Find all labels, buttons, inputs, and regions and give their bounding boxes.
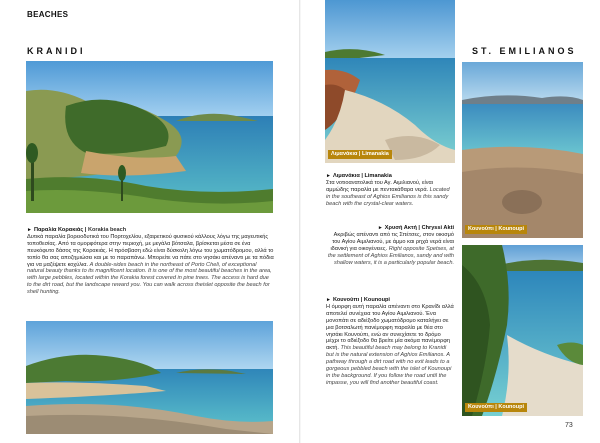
chryssi-title-gr: Χρυσή Ακτή <box>384 225 417 231</box>
kounoupi-text-en: This beautiful beach may belong to Kranidi but is the natural extension of Aghios Emilianos. A pathway through a dirt road with no exit leads to a gorgeous pebbled beach with the islet of Kounoupi in the background. If you follow the road until the impasse, you will find another beautiful coast. <box>326 345 452 386</box>
st-emilianos-kounoupi-photo-2 <box>462 245 583 416</box>
kounoupi-photo-caption-1: Κουνούπι | Kounoupi <box>465 225 527 234</box>
chryssi-title-en: Chryssi Akti <box>421 225 454 231</box>
chryssi-text-en: Right opposite Spetses, at the settlement of Aghios Emilianos, sandy and with shallow waters, it is a particularly popular beach. <box>327 245 454 266</box>
kounoupi-title-en: Kounoupi <box>363 297 390 303</box>
bullet-triangle-icon: ► <box>27 227 32 233</box>
kounoupi-title-sep: | <box>359 297 364 303</box>
bullet-triangle-icon: ► <box>326 173 331 179</box>
korakia-title-sep: | <box>83 227 88 233</box>
bullet-triangle-icon: ► <box>326 297 331 303</box>
limanakia-title-gr: Λιμανάκια <box>332 173 360 179</box>
kranidi-beach-photo-2 <box>26 321 273 434</box>
kounoupi-title-gr: Κουνούπι <box>332 297 360 303</box>
chryssi-title-sep: | <box>416 225 422 231</box>
kranidi-heading: KRANIDI <box>27 46 86 56</box>
bullet-triangle-icon: ► <box>377 225 383 231</box>
korakia-text-en: A double-sides beach in the northeast of Porto Cheli, of exceptional natural beauty thanks to its magnificent location. It is one of the most beautiful beaches in the area, with large pebbles, located within the Korakia forest covered in pine trees. The access is hard due to the dirt road, but the landscape reward you. You can walk across theislet opposite the beach for shell hunting. <box>27 261 272 296</box>
limanakia-title-en: Limanakia <box>364 173 392 179</box>
korakia-text-gr: Δυτικά παραλία βορειοδυτικά του Πορτοχελίου, εξαιρετικού φυσικού κάλλους λόγω της μαγευτικής τοποθεσίας. Από τα ομορφότερα στην περιοχή, με μεγάλα βότσαλα, βρίσκεται μέσα σε ένα πευκόφυτο δάσος της Κορακιάς. Η πρόσβαση εδώ είναι δύσκολη λόγω του χωματόδρομου, αλλά το τοπίο θα σας αποζημιώσει και με το παραπάνω. Μπορείτε να πάτε στο νησάκι απέναντι με τα πόδια για να μαζέψετε κοχύλια. <box>27 233 274 268</box>
limanakia-text-en: Located in the southeast of Aghios Emilianos is this sandy beach with the crystal-clear waters. <box>326 186 450 207</box>
korakia-description <box>27 227 275 296</box>
korakia-title-gr: Παραλία Κορακιάς <box>33 227 84 233</box>
st-emilianos-heading: ST. EMILIANOS <box>472 46 577 56</box>
kounoupi-description <box>326 297 454 387</box>
limanakia-photo-caption: Λιμανάκια | Limanakia <box>328 150 392 159</box>
section-title: BEACHES <box>27 10 69 19</box>
st-emilianos-kounoupi-photo-1 <box>462 62 583 238</box>
limanakia-photo <box>325 0 455 163</box>
kounoupi-text-gr: Η όμορφη αυτή παραλία απέναντι στο Κρανίδι αλλά αποτελεί συνέχεια του Αγίου Αιμιλιανού. Ένα μονοπάτι σε αδιέξοδο χωματόδρομο καταλήγει σε μια βοτσαλωτή πανέμορφη παραλία με θέα στο νησάκι Κουνούπι, ενώ αν συνεχίσετε το δρόμο μέχρι το αδιέξοδο θα βρείτε μία ακόμα πανέμορφη ακτή. <box>326 303 454 352</box>
kounoupi-photo-caption-2: Κουνούπι | Kounoupi <box>465 403 527 412</box>
chryssi-description <box>326 225 454 266</box>
page-number: 73 <box>565 422 573 429</box>
limanakia-text-gr: Στα νοτιοανατολικά του Αγ. Αιμιλιανού, είναι αμμώδης παραλία με πεντακάθαρα νερά. <box>326 179 434 193</box>
korakia-beach-photo <box>26 61 273 213</box>
limanakia-title-sep: | <box>359 173 365 179</box>
limanakia-description <box>326 173 454 208</box>
korakia-title-en: Korakia beach <box>87 227 127 233</box>
page-gutter <box>299 0 301 443</box>
chryssi-text-gr: Ακριβώς απέναντι από τις Σπέτσες, στον οικισμό του Αγίου Αιμιλιανού, με άμμο και ρηχά νερά είναι ιδανική για οικογένειες. <box>330 231 454 252</box>
